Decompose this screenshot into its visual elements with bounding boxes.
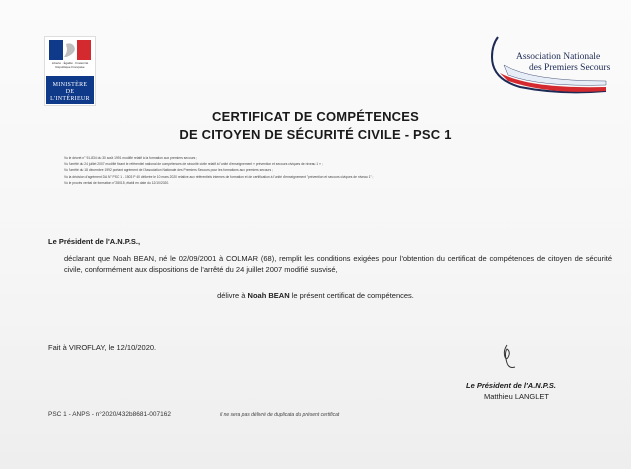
delivery-statement bbox=[0, 291, 631, 300]
declaration-paragraph: déclarant que Noah BEAN, né le 02/09/2001 à COLMAR (68), remplit les conditions exigées pour l'obtention du certificat de compétences de citoyen de sécurité civile, conformément aux dispositions de l'arrêté du 24 juillet 2007 modifié susvisé, bbox=[64, 254, 612, 274]
legal-reference-line: Vu la décision d'agrément DA N° PSC 1 - 1503 P 40 délivrée le 10 mars 2020 relative aux référentiels internes de formation et de certification à l'unité d'enseignement "prévention et secours civiques de niveau 1" ; bbox=[64, 174, 374, 179]
certificate-title-line-1: CERTIFICAT DE COMPÉTENCES bbox=[212, 109, 419, 124]
president-heading: Le Président de l'A.N.P.S., bbox=[48, 237, 141, 246]
legal-reference-line: Vu l'arrêté du 24 juillet 2007 modifié fixant le référentiel national de compétences de sécurité civile relatif à l'unité d'enseignement « prévention et secours civiques de niveau 1 » ; bbox=[64, 162, 323, 167]
ministry-interior-logo bbox=[44, 36, 96, 106]
certificate-title-line-2: DE CITOYEN DE SÉCURITÉ CIVILE - PSC 1 bbox=[179, 127, 452, 142]
republic-text: République Française bbox=[55, 64, 85, 69]
anps-name-line-2: des Premiers Secours bbox=[529, 63, 611, 73]
handwritten-signature bbox=[495, 343, 525, 373]
certificate-number: PSC 1 - ANPS - n°2020/432b8681-007162 bbox=[48, 411, 171, 418]
holder-name: Noah BEAN bbox=[247, 291, 290, 300]
ministry-line-1: MINISTÈRE bbox=[52, 82, 88, 88]
legal-reference-line: Vu l'arrêté du 18 décembre 1992 portant agrément de l'Association Nationale des Premiers Secours pour les formations aux premiers secours ; bbox=[64, 168, 273, 173]
anps-logo bbox=[490, 35, 610, 95]
ministry-name-box bbox=[46, 76, 94, 104]
legal-reference-line: Vu le décret n° 91-834 du 30 août 1991 modifié relatif à la formation aux premiers secours ; bbox=[64, 156, 198, 160]
legal-references bbox=[64, 155, 604, 186]
delivery-prefix: délivre à bbox=[217, 291, 246, 300]
place-and-date: Fait à VIROFLAY, le 12/10/2020. bbox=[48, 343, 157, 352]
signatory-name: Matthieu LANGLET bbox=[483, 392, 549, 401]
delivery-suffix: le présent certificat de compétences. bbox=[291, 291, 414, 300]
marianne-emblem-icon bbox=[49, 40, 91, 60]
signatory-title: Le Président de l'A.N.P.S. bbox=[465, 381, 556, 390]
ministry-line-3: L'INTÉRIEUR bbox=[50, 96, 90, 102]
ministry-line-2: DE bbox=[65, 89, 75, 95]
legal-reference-line: Vu le procès verbal de formation n°28015, établi en date du 12/10/2020. bbox=[64, 180, 170, 185]
republic-motto bbox=[47, 62, 93, 69]
motto-text: Liberté · Égalité · Fraternité bbox=[51, 61, 89, 65]
duplicate-notice: il ne sera pas délivré de duplicata du présent certificat bbox=[220, 412, 340, 418]
anps-name-line-1: Association Nationale bbox=[516, 52, 601, 62]
